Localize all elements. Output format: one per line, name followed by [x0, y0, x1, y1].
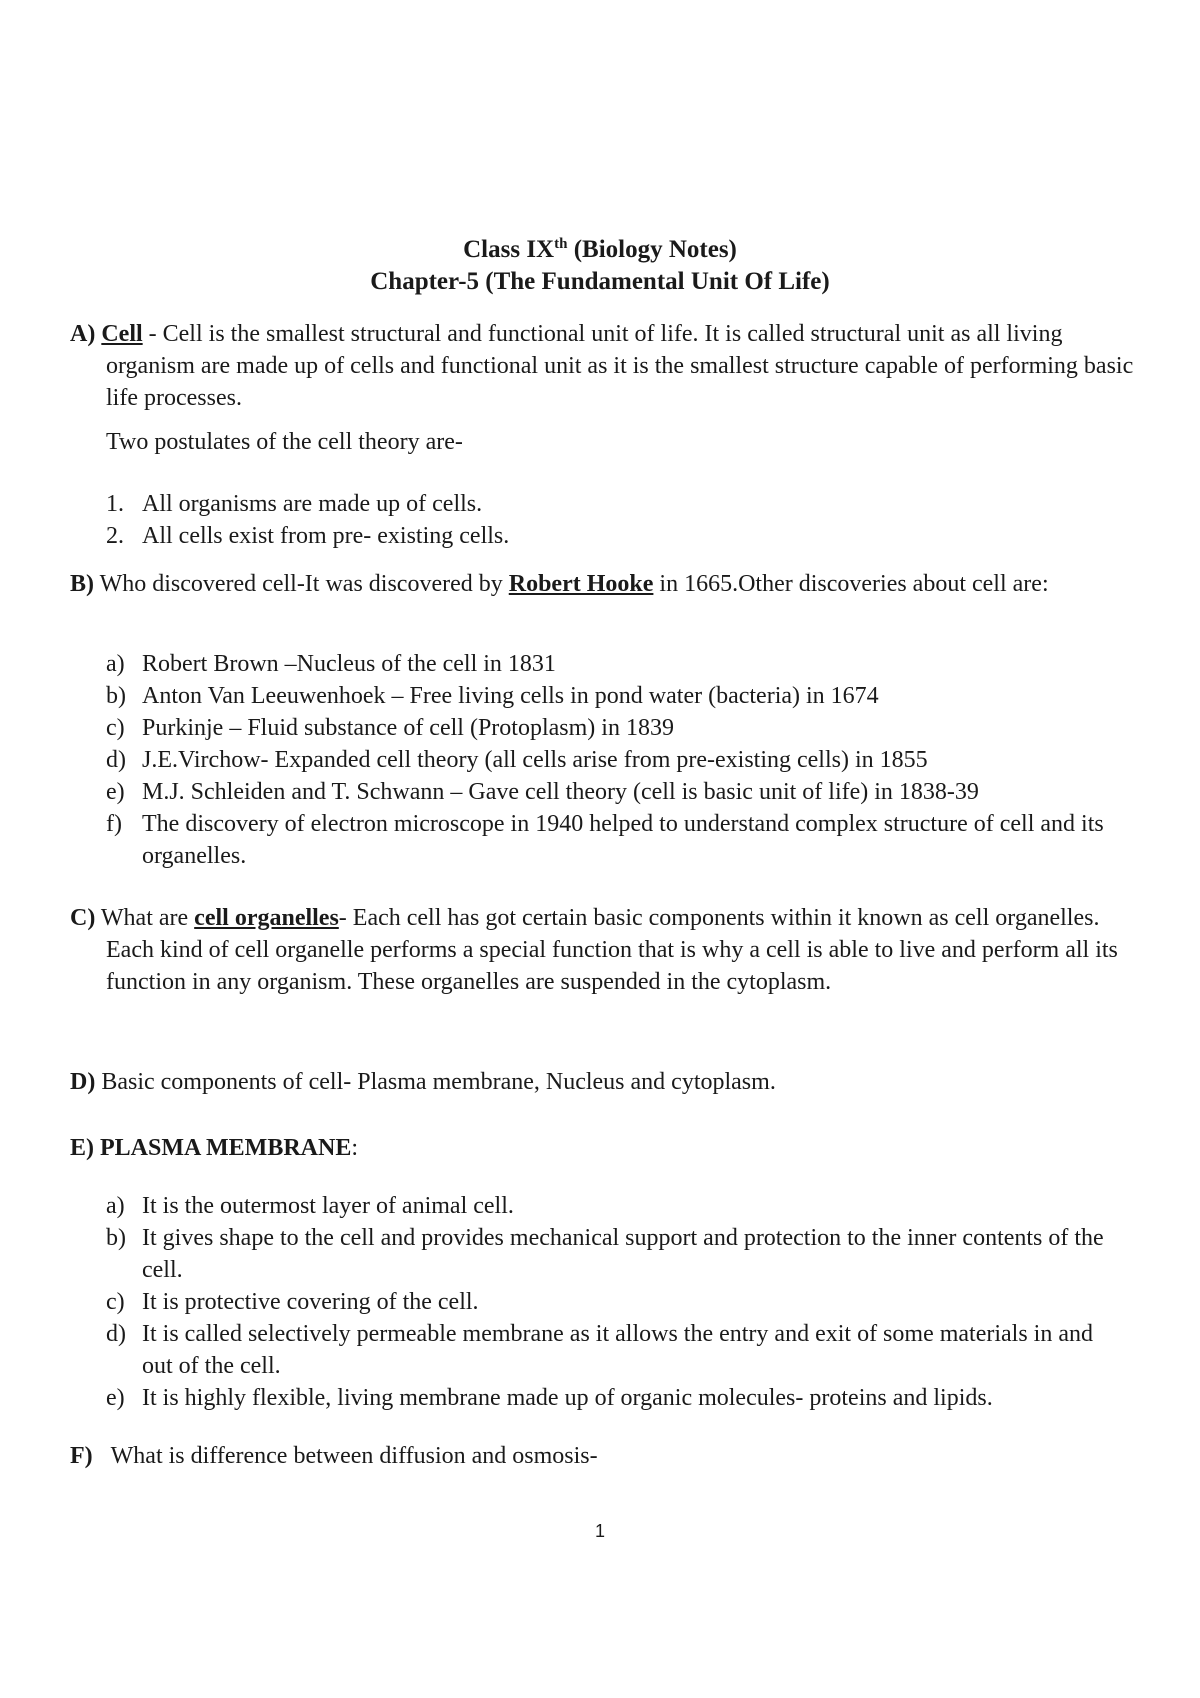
- list-item: c) Purkinje – Fluid substance of cell (Protoplasm) in 1839: [106, 715, 674, 741]
- section-b-label: B): [70, 571, 94, 597]
- term-robert-hooke: Robert Hooke: [508, 571, 654, 597]
- section-e-label: E) PLASMA MEMBRANE: [70, 1135, 352, 1161]
- plasma-membrane-list: [106, 1190, 1126, 1414]
- page-number: 1: [594, 1521, 605, 1541]
- section-f-paragraph: F) What is difference between diffusion and osmosis-: [70, 1443, 598, 1469]
- term-cell-organelles: cell organelles: [194, 905, 339, 931]
- section-b: [70, 568, 1140, 600]
- section-f-label: F): [70, 1443, 93, 1469]
- chapter-title: Chapter-5 (The Fundamental Unit Of Life): [370, 268, 830, 295]
- section-d-paragraph: D) Basic components of cell- Plasma membrane, Nucleus and cytoplasm.: [70, 1069, 776, 1095]
- list-item: d) It is called selectively permeable membrane as it allows the entry and exit of some materials in and out of the cell.: [106, 1321, 1093, 1379]
- list-item: 1. All organisms are made up of cells.: [106, 491, 483, 517]
- list-item: d) J.E.Virchow- Expanded cell theory (all cells arise from pre-existing cells) in 1855: [106, 747, 928, 773]
- list-item: a) Robert Brown –Nucleus of the cell in 1831: [106, 651, 556, 677]
- section-c-paragraph: C) What are cell organelles- Each cell has got certain basic components within it known as cell organelles. Each kind of cell organelle performs a special function that is why a cell is able to live and perform all its function in any organism. These organelles are suspended in the cytoplasm.: [70, 905, 1118, 995]
- term-cell: Cell: [101, 321, 143, 347]
- postulates-intro: Two postulates of the cell theory are-: [106, 429, 463, 455]
- section-f: [70, 1440, 1140, 1472]
- section-c-label: C): [70, 905, 96, 931]
- list-item: a) It is the outermost layer of animal cell.: [106, 1193, 514, 1219]
- list-item: 2. All cells exist from pre- existing cells.: [106, 523, 510, 549]
- discoveries-list: [106, 648, 1146, 872]
- list-item: b) It gives shape to the cell and provides mechanical support and protection to the inner contents of the cell.: [106, 1225, 1104, 1283]
- list-item: c) It is protective covering of the cell.: [106, 1289, 479, 1315]
- section-a-paragraph: A) Cell - Cell is the smallest structural and functional unit of life. It is called structural unit as all living organism are made up of cells and functional unit as it is the smallest structure capable of performing basic life processes.: [70, 321, 1134, 411]
- list-item: e) It is highly flexible, living membrane made up of organic molecules- proteins and lipids.: [106, 1385, 993, 1411]
- list-item: f) The discovery of electron microscope in 1940 helped to understand complex structure of cell and its organelles.: [106, 811, 1104, 869]
- page-title: Class IXth (Biology Notes): [463, 236, 737, 263]
- section-a-label: A): [70, 321, 96, 347]
- section-b-paragraph: B) Who discovered cell-It was discovered by Robert Hooke in 1665.Other discoveries about cell are:: [70, 571, 1049, 597]
- section-a: [70, 318, 1140, 458]
- list-item: e) M.J. Schleiden and T. Schwann – Gave cell theory (cell is basic unit of life) in 1838-39: [106, 779, 979, 805]
- section-d-label: D): [70, 1069, 96, 1095]
- section-e-heading: E) PLASMA MEMBRANE:: [70, 1135, 359, 1161]
- section-d: [70, 1066, 1140, 1098]
- postulates-list: [106, 488, 1106, 552]
- title-superscript: th: [554, 236, 568, 252]
- section-c: [70, 902, 1140, 998]
- list-item: b) Anton Van Leeuwenhoek – Free living cells in pond water (bacteria) in 1674: [106, 683, 879, 709]
